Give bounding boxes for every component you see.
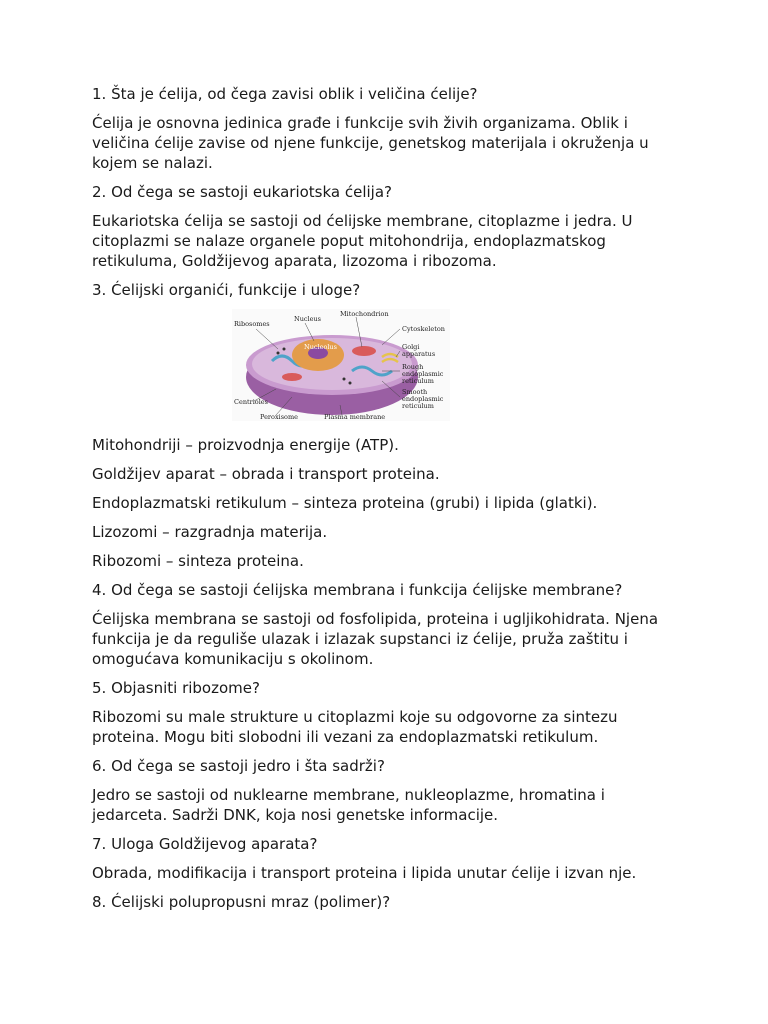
label-cytoskeleton: Cytoskeleton [402, 325, 445, 333]
label-nucleolus: Nucleolus [304, 343, 337, 351]
label-smooth-2: endoplasmic [402, 395, 444, 403]
label-rough-2: endoplasmic [402, 370, 444, 378]
function-er: Endoplazmatski retikulum – sinteza proteina (grubi) i lipida (glatki). [92, 494, 598, 512]
answer-7: Obrada, modifikacija i transport proteina i lipida unutar ćelije i izvan nje. [92, 864, 637, 882]
question-4: 4. Od čega se sastoji ćelijska membrana i funkcija ćelijske membrane? [92, 581, 623, 599]
answer-5: Ribozomi su male strukture u citoplazmi koje su odgovorne za sintezu proteina. Mogu biti slobodni ili vezani za endoplazmatski retikulum. [92, 708, 618, 746]
function-mitochondria: Mitohondriji – proizvodnja energije (ATP). [92, 436, 399, 454]
label-golgi-1: Golgi [402, 343, 420, 351]
answer-1: Ćelija je osnovna jedinica građe i funkcije svih živih organizama. Oblik i veličina ćelije zavise od njene funkcije, genetskog materijala i okruženja u kojem se nalazi. [92, 114, 649, 172]
label-golgi-2: apparatus [402, 350, 436, 358]
answer-2: Eukariotska ćelija se sastoji od ćelijske membrane, citoplazme i jedra. U citoplazmi se nalaze organele poput mitohondrija, endoplazmatskog retikuluma, Goldžijevog aparata, lizozoma i ribozoma. [92, 212, 633, 270]
mitochondrion [352, 346, 376, 356]
label-rough-1: Rough [402, 363, 424, 371]
function-ribosomes: Ribozomi – sinteza proteina. [92, 552, 304, 570]
question-6: 6. Od čega se sastoji jedro i šta sadrži? [92, 757, 385, 775]
label-mitochondrion: Mitochondrion [340, 310, 389, 318]
question-7: 7. Uloga Goldžijevog aparata? [92, 835, 318, 853]
label-smooth-1: Smooth [402, 388, 428, 396]
label-centrioles: Centrioles [234, 398, 268, 406]
answer-6: Jedro se sastoji od nuklearne membrane, nukleoplazme, hromatina i jedarceta. Sadrži DNK, koja nosi genetske informacije. [92, 786, 605, 824]
label-ribosomes: Ribosomes [234, 320, 270, 328]
function-golgi: Goldžijev aparat – obrada i transport proteina. [92, 465, 440, 483]
label-smooth-3: reticulum [402, 402, 434, 410]
label-peroxisome: Peroxisome [260, 413, 298, 421]
question-3: 3. Ćelijski organići, funkcije i uloge? [92, 281, 361, 299]
label-nucleus: Nucleus [294, 315, 321, 323]
cell-diagram-svg [232, 309, 450, 421]
question-2: 2. Od čega se sastoji eukariotska ćelija? [92, 183, 392, 201]
cell-diagram [232, 309, 450, 421]
question-5: 5. Objasniti ribozome? [92, 679, 260, 697]
question-1: 1. Šta je ćelija, od čega zavisi oblik i veličina ćelije? [92, 85, 478, 103]
question-8: 8. Ćelijski polupropusni mraz (polimer)? [92, 893, 391, 911]
label-plasma-membrane: Plasma membrane [324, 413, 386, 421]
answer-4: Ćelijska membrana se sastoji od fosfolipida, proteina i ugljikohidrata. Njena funkcija je da reguliše ulazak i izlazak supstanci iz ćelije, pruža zaštitu i omogućava komunikaciju s okolinom. [92, 610, 659, 668]
function-lysosomes: Lizozomi – razgradnja materija. [92, 523, 328, 541]
label-rough-3: reticulum [402, 377, 434, 385]
